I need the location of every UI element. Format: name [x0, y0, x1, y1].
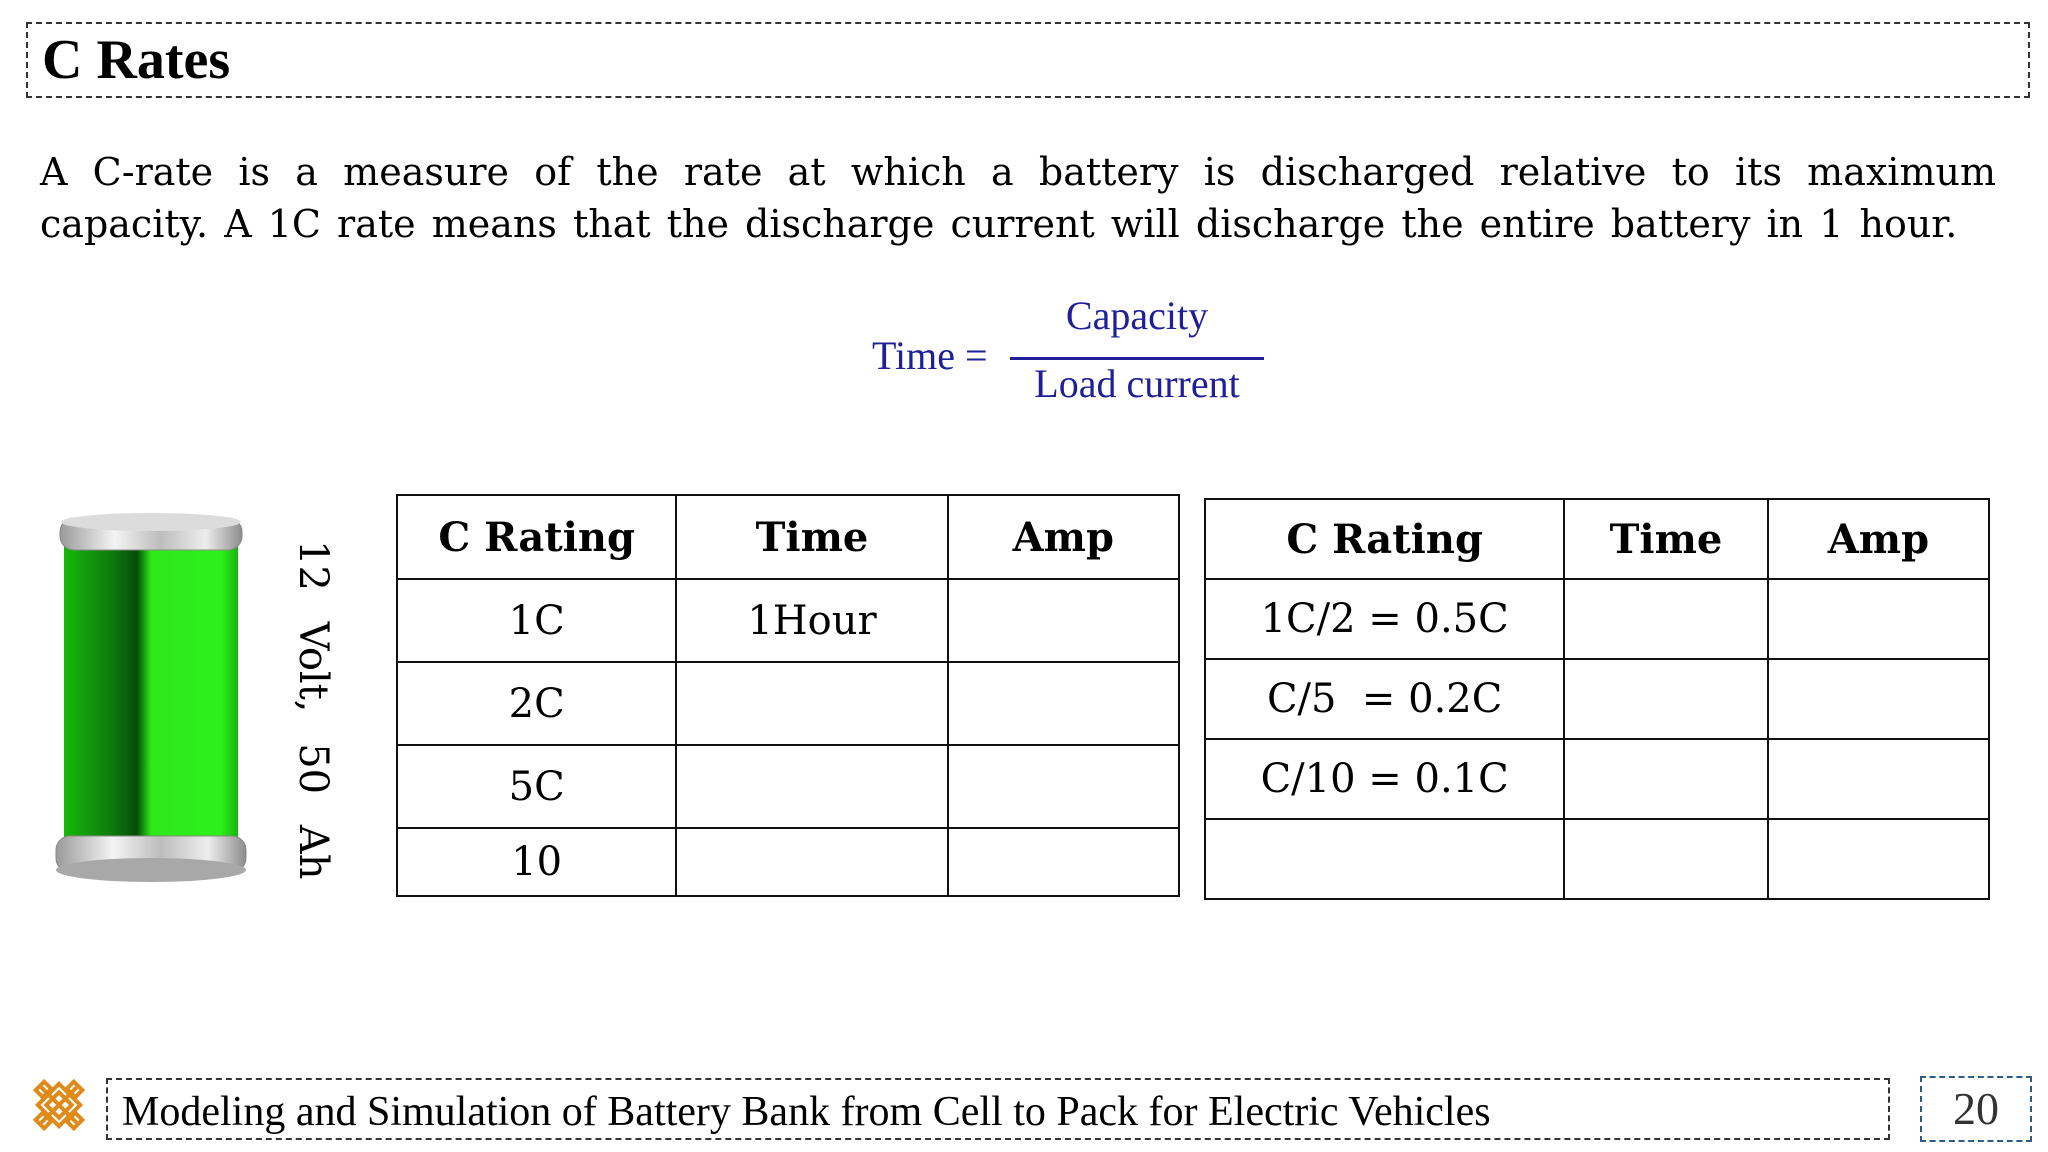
table-row	[397, 662, 1179, 745]
header-c-rating: C Rating	[1205, 499, 1564, 579]
battery-rating-label: 12 Volt, 50 Ah	[290, 540, 336, 880]
cell-amp	[1768, 579, 1989, 659]
table-row	[1205, 739, 1989, 819]
table-row	[397, 745, 1179, 828]
table-header-row	[1205, 499, 1989, 579]
header-amp: Amp	[948, 495, 1179, 579]
table-row	[397, 828, 1179, 896]
footer-title-box	[106, 1078, 1890, 1140]
cell-amp	[948, 662, 1179, 745]
endless-knot-icon	[24, 1072, 94, 1138]
cell-time	[1564, 659, 1767, 739]
cell-amp	[948, 745, 1179, 828]
table-row	[397, 579, 1179, 662]
cell-amp	[948, 828, 1179, 896]
cell-time: 1Hour	[676, 579, 947, 662]
cell-c-rating: 1C/2 = 0.5C	[1205, 579, 1564, 659]
table-row	[1205, 659, 1989, 739]
cell-c-rating: 2C	[397, 662, 676, 745]
cell-c-rating: 5C	[397, 745, 676, 828]
page-number: 20	[1953, 1083, 1999, 1134]
formula-numerator: Capacity	[1065, 293, 1209, 338]
intro-paragraph: A C-rate is a measure of the rate at which a battery is discharged relative to its maximum capacity. A 1C rate means that the discharge current will discharge the entire battery in 1 hour.	[40, 150, 1996, 246]
header-c-rating: C Rating	[397, 495, 676, 579]
cell-amp	[1768, 739, 1989, 819]
cell-c-rating: 1C	[397, 579, 676, 662]
table-header-row	[397, 495, 1179, 579]
cell-time	[1564, 579, 1767, 659]
cell-time	[676, 745, 947, 828]
battery-icon	[52, 512, 252, 884]
cell-amp	[948, 579, 1179, 662]
c-rating-table-left	[396, 494, 1180, 897]
cell-time	[1564, 739, 1767, 819]
table-row	[1205, 819, 1989, 899]
cell-c-rating: C/5 = 0.2C	[1205, 659, 1564, 739]
cell-amp	[1768, 819, 1989, 899]
formula-denominator: Load current	[1034, 361, 1240, 406]
cell-c-rating	[1205, 819, 1564, 899]
footer-title: Modeling and Simulation of Battery Bank from Cell to Pack for Electric Vehicles	[122, 1089, 1491, 1135]
header-time: Time	[1564, 499, 1767, 579]
cell-c-rating: 10	[397, 828, 676, 896]
header-time: Time	[676, 495, 947, 579]
cell-c-rating: C/10 = 0.1C	[1205, 739, 1564, 819]
time-formula	[870, 292, 1270, 422]
cell-time	[1564, 819, 1767, 899]
cell-amp	[1768, 659, 1989, 739]
c-rating-table-right	[1204, 498, 1990, 900]
formula-lhs: Time =	[872, 333, 988, 378]
header-amp: Amp	[1768, 499, 1989, 579]
page-number-box	[1920, 1076, 2032, 1142]
cell-time	[676, 828, 947, 896]
slide-title: C Rates	[42, 29, 231, 91]
cell-time	[676, 662, 947, 745]
title-box	[26, 22, 2030, 98]
table-row	[1205, 579, 1989, 659]
